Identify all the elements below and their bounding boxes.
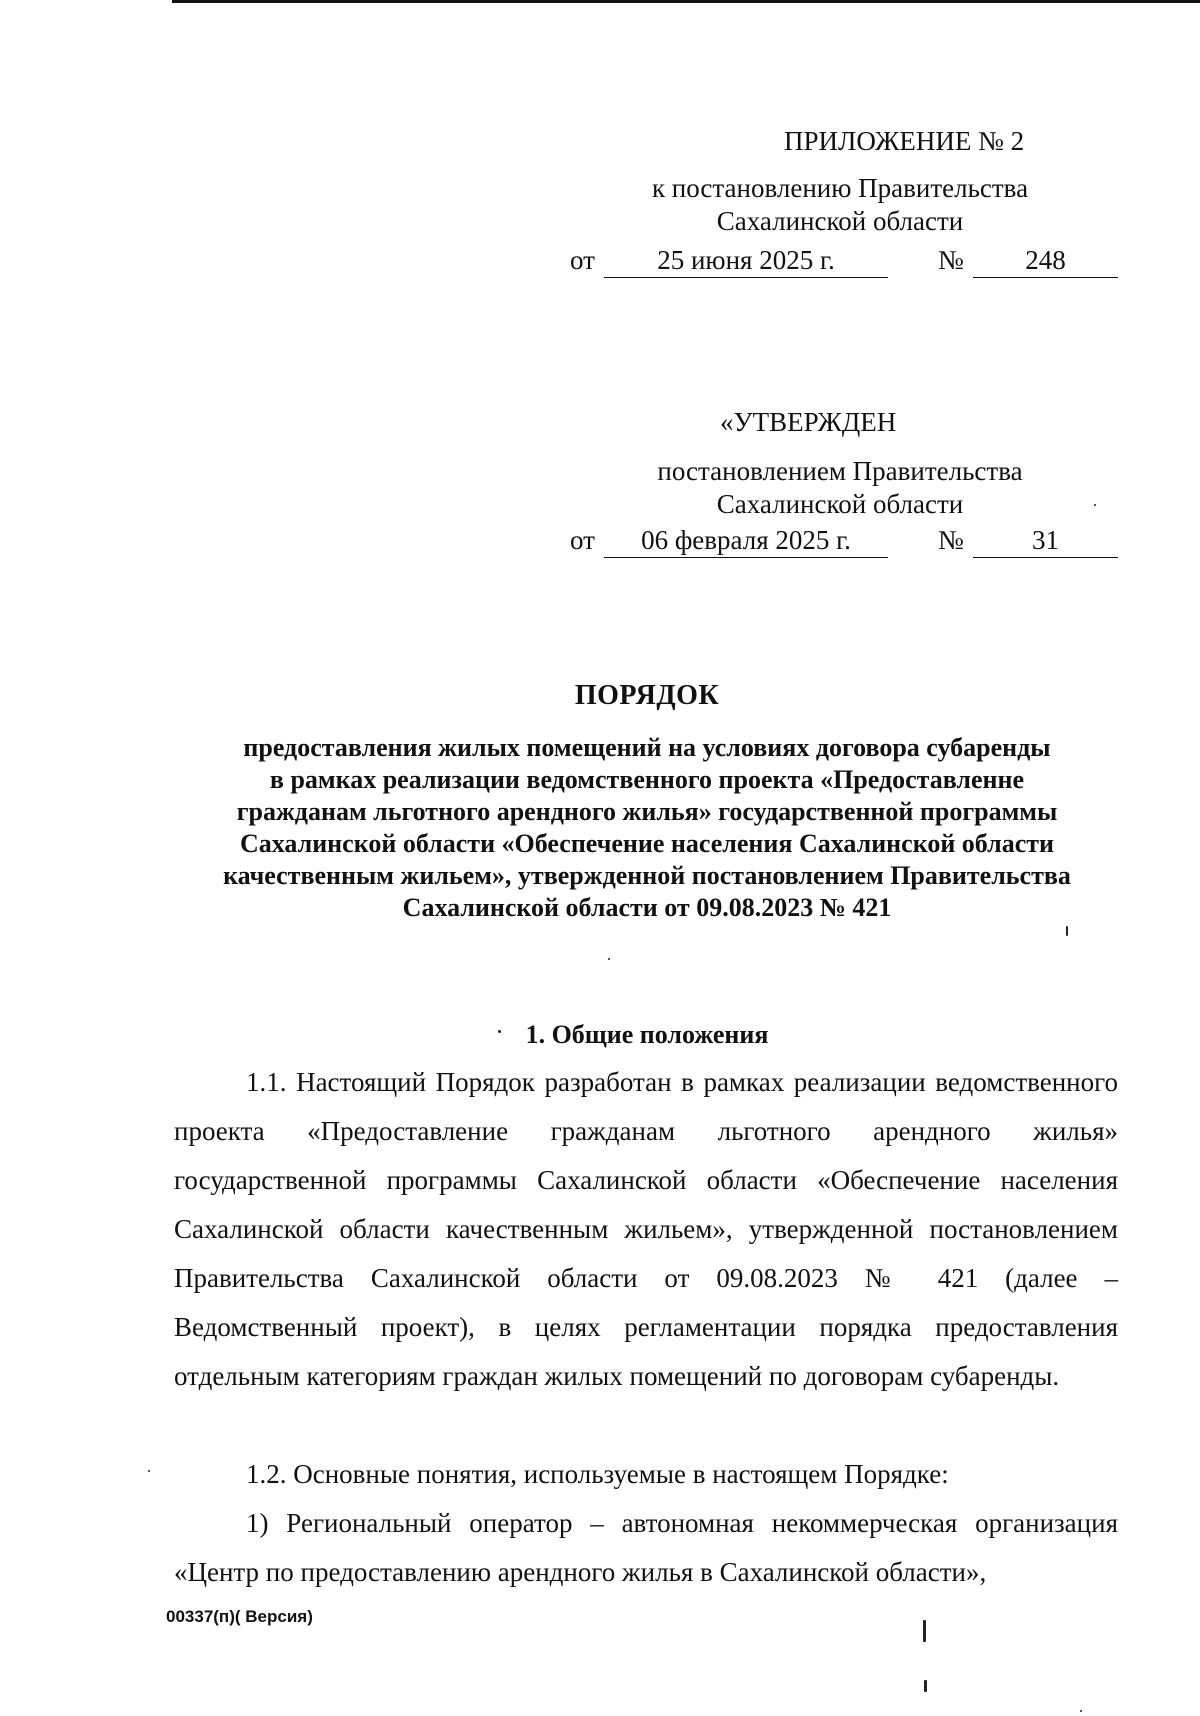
footer-code: 00337(п)( Версия): [166, 1607, 313, 1626]
subtitle-line: предоставления жилых помещений на условиях договора субаренды: [243, 733, 1051, 762]
approved-date-row: [570, 523, 1118, 557]
paragraph-1-2: [174, 1450, 1118, 1499]
scan-speck: [498, 1030, 501, 1033]
appendix-header: [560, 125, 1120, 238]
document-title: ПОРЯДОК: [574, 680, 720, 711]
approved-header: [560, 406, 1120, 521]
scan-speck: [1066, 926, 1068, 936]
scan-speck: [608, 958, 610, 960]
paragraph-text: 1) Региональный оператор – автономная некоммерческая организация «Центр по предоставлению арендного жилья в Сахалинской области»,: [174, 1508, 1118, 1587]
approved-line-1: постановлением Правительства: [657, 456, 1023, 486]
appendix-number: 248: [973, 243, 1118, 278]
scan-speck: [923, 1620, 926, 1642]
approved-title: «УТВЕРЖДЕН: [720, 407, 897, 437]
scan-speck: [1080, 1710, 1082, 1712]
subtitle-line: качественным жильем», утвержденной постановлением Правительства: [223, 861, 1071, 890]
paragraph-1-1: [174, 1058, 1118, 1401]
paragraph-text: 1.2. Основные понятия, используемые в настоящем Порядке:: [246, 1459, 949, 1489]
approved-number: 31: [973, 523, 1118, 558]
appendix-line-2: Сахалинской области: [716, 206, 964, 236]
paragraph-text: 1.1. Настоящий Порядок разработан в рамках реализации ведомственного проекта «Предоставление гражданам льготного арендного жилья» государственной программы Сахалинской области «Обеспечение населения Сахалинской области качественным жильем», утвержденной постановлением Правительства Сахалинской области от 09.08.2023 № 421 (далее – Ведомственный проект), в целях регламентации порядка предоставления отдельным категориям граждан жилых помещений по договорам субаренды.: [174, 1067, 1118, 1391]
document-subtitle: [172, 732, 1122, 924]
appendix-title: ПРИЛОЖЕНИЕ № 2: [784, 126, 1025, 156]
approved-line-2: Сахалинской области: [716, 489, 964, 519]
scan-speck: [1094, 504, 1096, 506]
appendix-date: 25 июня 2025 г.: [604, 243, 888, 278]
approved-from-label: от: [570, 525, 595, 555]
section-heading: 1. Общие положения: [525, 1020, 769, 1049]
approved-date: 06 февраля 2025 г.: [604, 523, 888, 558]
top-rule: [172, 0, 1200, 3]
appendix-number-label: №: [938, 245, 964, 275]
scan-speck: [148, 1470, 150, 1472]
scan-speck: [924, 1680, 927, 1692]
subtitle-line: гражданам льготного арендного жилья» государственной программы: [236, 797, 1058, 826]
approved-number-label: №: [938, 525, 964, 555]
appendix-line-1: к постановлению Правительства: [651, 173, 1029, 203]
subtitle-line: в рамках реализации ведомственного проекта «Предоставленне: [269, 765, 1025, 794]
subtitle-line: Сахалинской области «Обеспечение населения Сахалинской области: [239, 829, 1055, 858]
appendix-from-label: от: [570, 245, 595, 275]
subtitle-line: Сахалинской области от 09.08.2023 № 421: [402, 893, 892, 922]
appendix-date-row: [570, 243, 1118, 277]
paragraph-definition-1: [174, 1499, 1118, 1597]
